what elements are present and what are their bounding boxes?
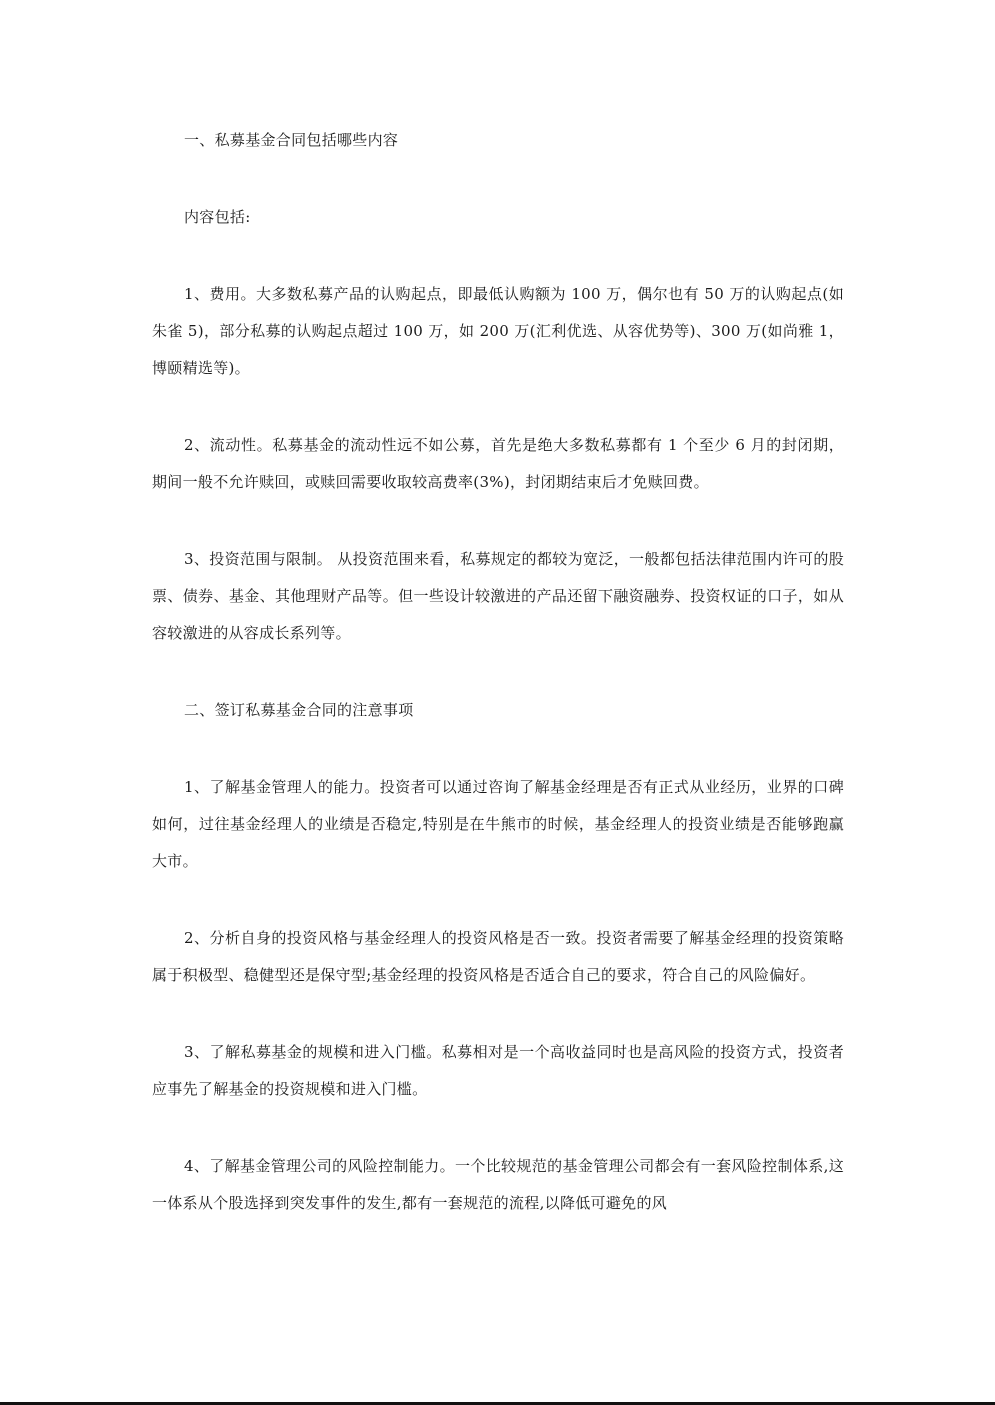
section-2-item-1: 1、了解基金管理人的能力。投资者可以通过咨询了解基金经理是否有正式从业经历，业界的口碑如何，过往基金经理人的业绩是否稳定,特别是在牛熊市的时候，基金经理人的投资业绩是否能够跑赢大市。 — [152, 778, 844, 870]
section-2-item-2: 2、分析自身的投资风格与基金经理人的投资风格是否一致。投资者需要了解基金经理的投资策略属于积极型、稳健型还是保守型;基金经理的投资风格是否适合自己的要求，符合自己的风险偏好。 — [152, 929, 844, 984]
document-body — [152, 122, 844, 1222]
section-1-item-3: 3、投资范围与限制。 从投资范围来看，私募规定的都较为宽泛，一般都包括法律范围内许可的股票、债券、基金、其他理财产品等。但一些设计较激进的产品还留下融资融券、投资权证的口子，如从容较激进的从容成长系列等。 — [152, 550, 844, 642]
section-2-item-4: 4、了解基金管理公司的风险控制能力。一个比较规范的基金管理公司都会有一套风险控制体系,这一体系从个股选择到突发事件的发生,都有一套规范的流程,以降低可避免的风 — [152, 1157, 844, 1212]
section-1-item-2: 2、流动性。私募基金的流动性远不如公募，首先是绝大多数私募都有 1 个至少 6 月的封闭期，期间一般不允许赎回，或赎回需要收取较高费率(3%)，封闭期结束后才免赎回费。 — [152, 436, 844, 491]
section-2-heading: 二、签订私募基金合同的注意事项 — [184, 701, 414, 719]
section-2-item-3: 3、了解私募基金的规模和进入门槛。私募相对是一个高收益同时也是高风险的投资方式，投资者应事先了解基金的投资规模和进入门槛。 — [152, 1043, 844, 1098]
section-1-heading: 一、私募基金合同包括哪些内容 — [184, 131, 399, 149]
intro-line: 内容包括: — [184, 208, 251, 226]
section-1-item-1: 1、费用。大多数私募产品的认购起点，即最低认购额为 100 万，偶尔也有 50 万的认购起点(如朱雀 5)，部分私募的认购起点超过 100 万，如 200 万(汇利优选、从容优势等)、300 万(如尚雅 1，博颐精选等)。 — [152, 285, 844, 377]
